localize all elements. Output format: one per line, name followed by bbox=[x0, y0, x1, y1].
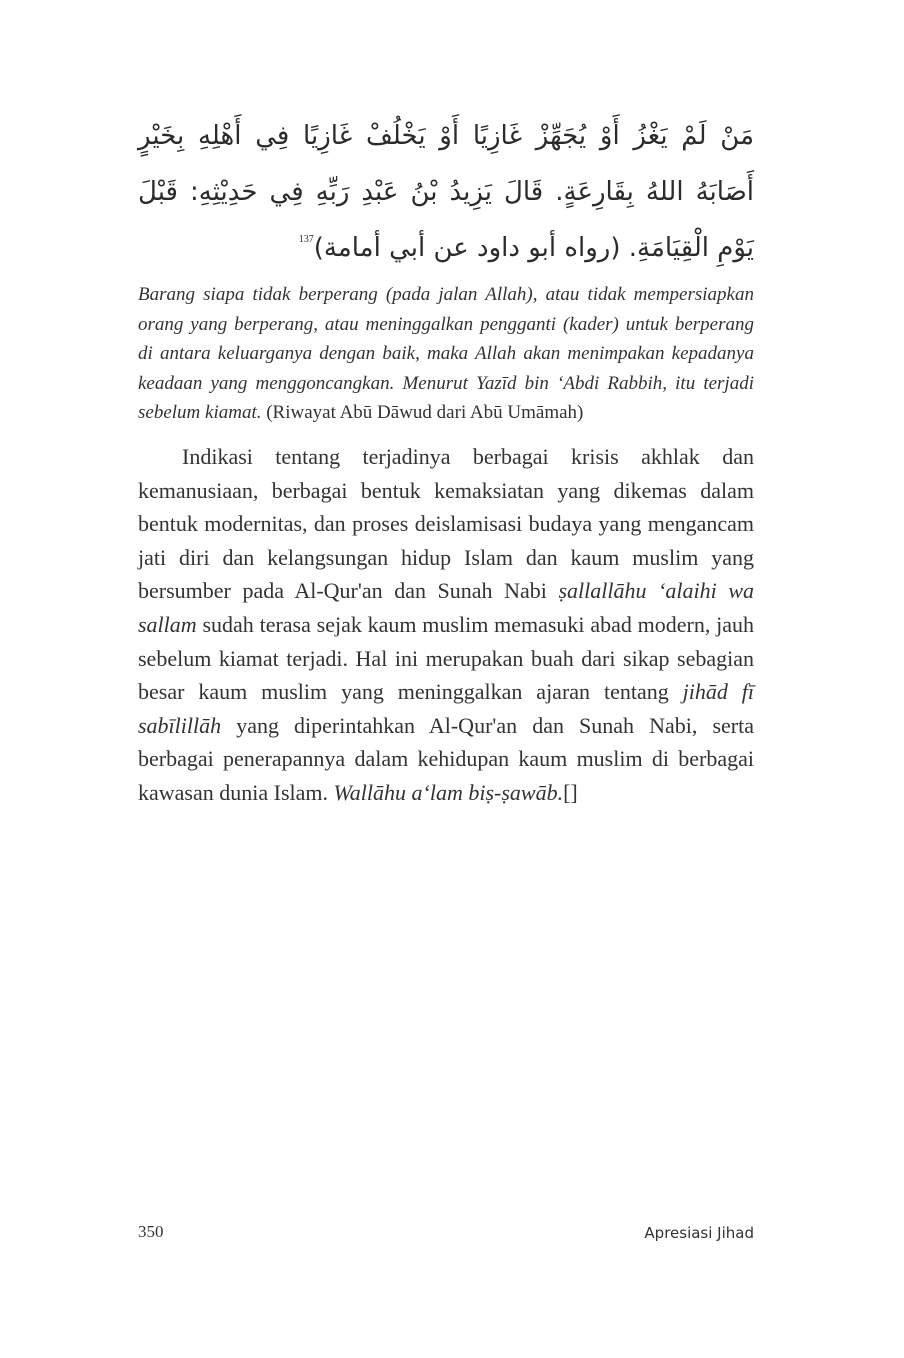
body-paragraph bbox=[138, 440, 754, 810]
hadith-arabic-text bbox=[138, 108, 754, 276]
paragraph-part-3: yang diperintahkan Al-Qur'an dan Sunah Nabi, serta berbagai penerapannya dalam kehidupan kaum muslim di berbagai kawasan dunia Islam. bbox=[138, 712, 754, 805]
hadith-arabic-line-1: مَنْ لَمْ يَغْزُ أَوْ يُجَهِّزْ غَازِيًا أَوْ يَخْلُفْ غَازِيًا فِي أَهْلِهِ بِخَيْرٍ أَصَابَهُ اللهُ bbox=[138, 121, 754, 207]
running-title: Apresiasi Jihad bbox=[644, 1224, 754, 1242]
paragraph-term-2: jihād fī sabīlillāh bbox=[138, 679, 755, 738]
translation-source: (Riwayat Abū Dāwud dari Abū Umāmah) bbox=[261, 402, 584, 423]
paragraph-part-1: Indikasi tentang terjadinya berbagai krisis akhlak dan kemanusiaan, berbagai bentuk kemaksiatan yang dikemas dalam bentuk modernitas, dan proses deislamisasi budaya yang mengancam jati diri dan kelangsungan hidup Islam dan kaum muslim yang bersumber pada Al-Qur'an dan Sunah Nabi bbox=[138, 444, 754, 604]
footnote-reference: 137 bbox=[298, 234, 314, 245]
paragraph-end-mark: [] bbox=[563, 779, 578, 805]
hadith-arabic-line-3: داود عن أبي أمامة) bbox=[313, 233, 520, 263]
translation-italic-text: Barang siapa tidak berperang (pada jalan Allah), atau tidak mempersiapkan orang yang berperang, atau meninggalkan pengganti (kader) untuk berperang di antara keluarganya dengan baik, maka Allah akan menimpakan kepadanya keadaan yang menggoncangkan. Menurut Yazīd bin ‘Abdi Rabbih, itu terjadi sebelum kiamat. bbox=[138, 284, 754, 423]
hadith-translation bbox=[138, 280, 754, 428]
paragraph-term-1: ṣallallāhu ‘alaihi wa sallam bbox=[138, 578, 754, 637]
paragraph-part-2: sudah terasa sejak kaum muslim memasuki abad modern, jauh sebelum kiamat terjadi. Hal ini merupakan buah dari sikap sebagian besar kaum muslim yang meninggalkan ajaran tentang bbox=[138, 611, 754, 705]
paragraph-term-3: Wallāhu a‘lam biṣ-ṣawāb. bbox=[333, 779, 564, 805]
hadith-arabic-line-2: بِقَارِعَةٍ. قَالَ يَزِيدُ بْنُ عَبْدِ رَبِّهِ فِي حَدِيْثِهِ: قَبْلَ يَوْمِ الْقِيَامَةِ. (رواه أبو bbox=[138, 177, 754, 263]
page-number: 350 bbox=[138, 1222, 164, 1241]
